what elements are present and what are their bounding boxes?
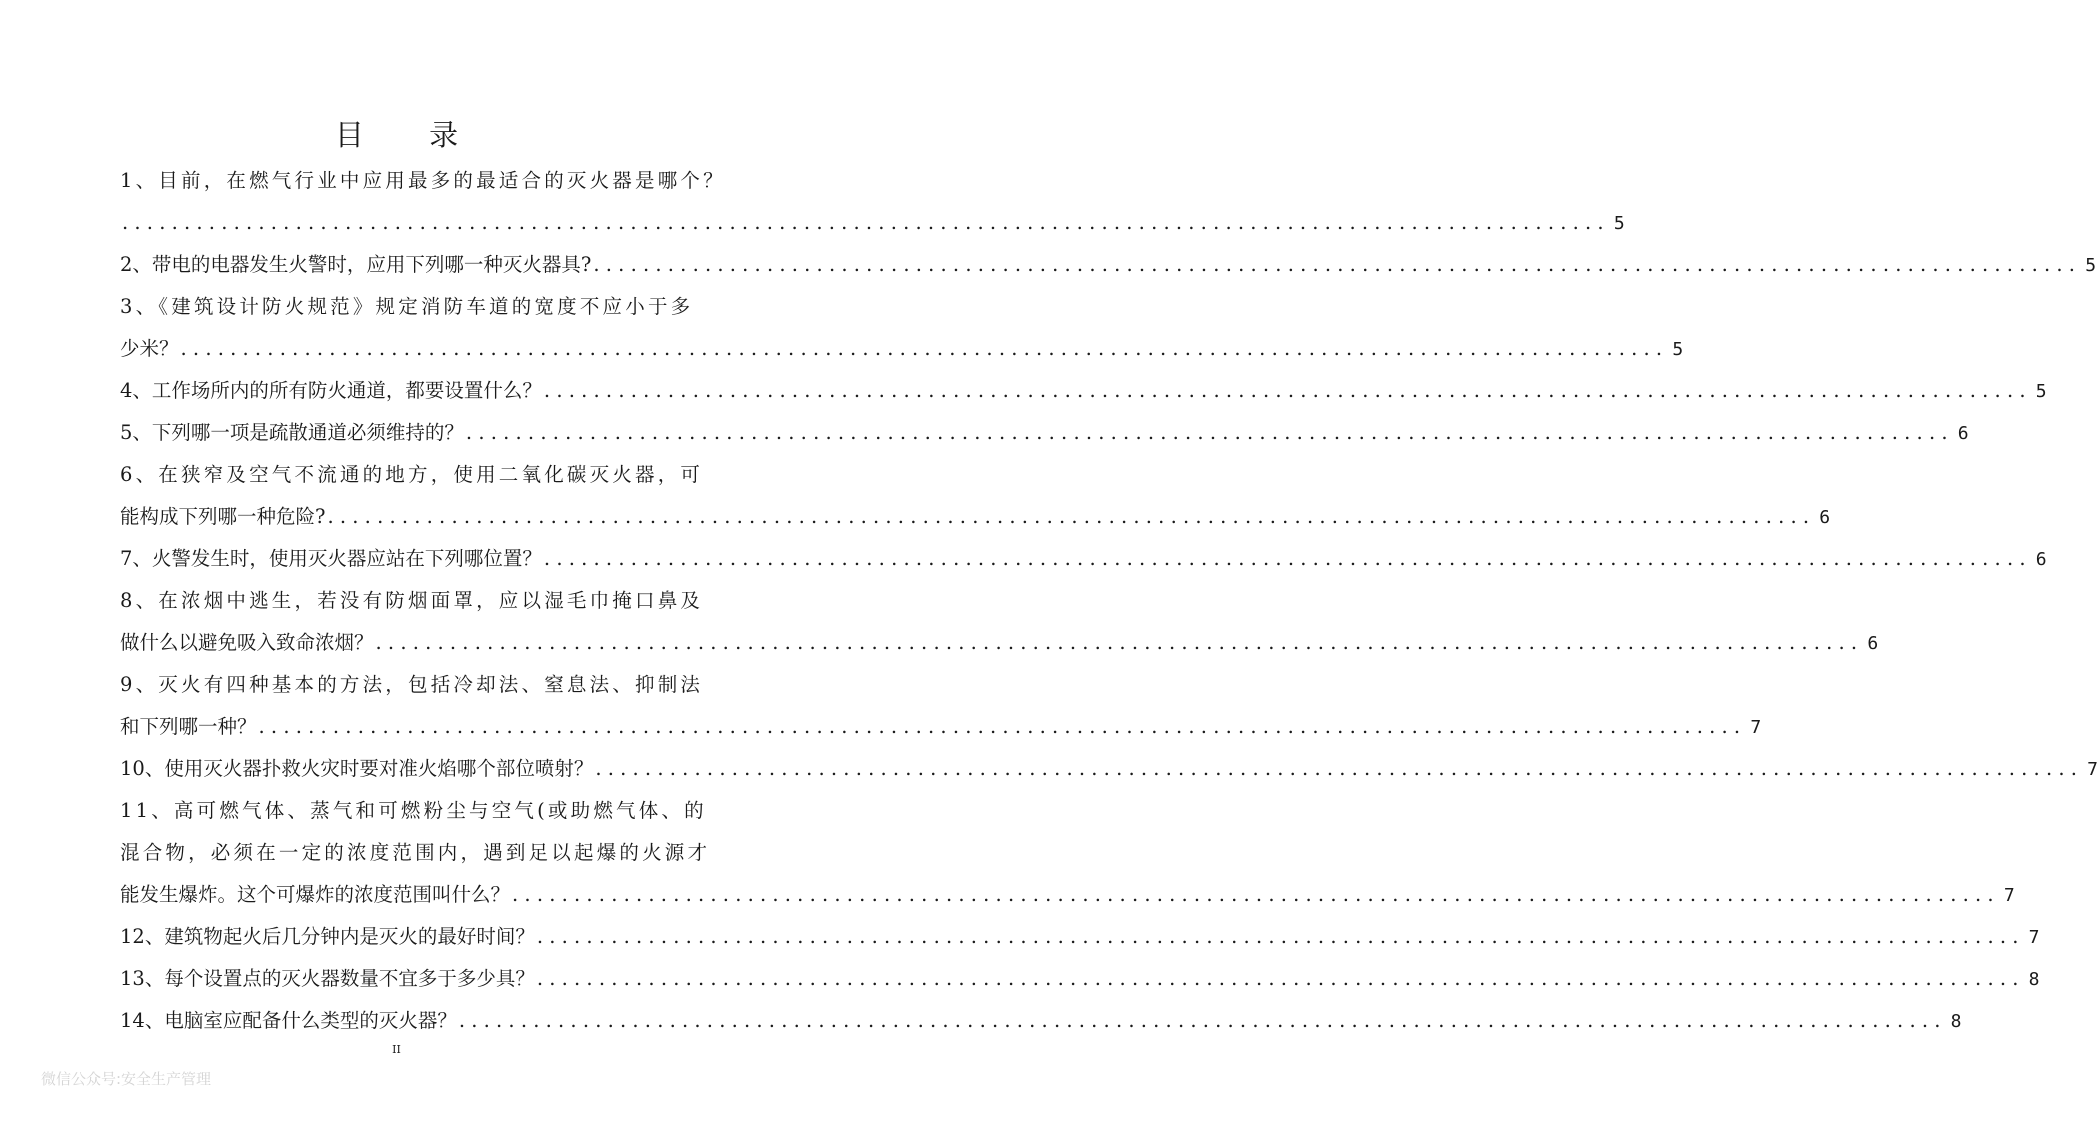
toc-entry-text: 14、电脑室应配备什么类型的灭火器？ (120, 1009, 457, 1032)
toc-entry-text: 能构成下列哪一种危险? (120, 505, 326, 528)
dot-leader: ........................................................................................................................ (595, 757, 2084, 780)
toc-entry-text-line (120, 664, 704, 706)
toc-entry-text: 做什么以避免吸入致命浓烟？ (120, 631, 374, 654)
toc-entry-text: 1、目前，在燃气行业中应用最多的最适合的灭火器是哪个？ (120, 169, 726, 192)
toc-entry[interactable] (120, 538, 2047, 580)
toc-entry-text: 和下列哪一种？ (120, 715, 257, 738)
toc-entry-leader-line (120, 538, 2047, 580)
toc-entry-text: 能发生爆炸。这个可爆炸的浓度范围叫什么？ (120, 883, 511, 906)
dot-leader: ........................................................................................................................ (536, 925, 2025, 948)
toc-entry-text: 11、高可燃气体、蒸气和可燃粉尘与空气(或助燃气体、的 (120, 799, 707, 822)
toc-entry-text: 混合物，必须在一定的浓度范围内，遇到足以起爆的火源才 (120, 841, 711, 864)
dot-leader: ........................................................................................................................ (458, 1009, 1947, 1032)
dot-leader: ........................................................................................................................ (375, 631, 1864, 654)
toc-entry[interactable] (120, 580, 1879, 664)
toc-entry-leader-line (120, 706, 1762, 748)
toc-entry[interactable] (120, 160, 1625, 244)
toc-entry-text-line (120, 580, 704, 622)
toc-entry-leader-line (120, 370, 2047, 412)
toc-page-number: 7 (2087, 759, 2098, 780)
toc-page-number: 6 (1819, 507, 1831, 528)
dot-leader: ........................................................................................................................ (465, 421, 1954, 444)
toc-entry-leader-line (120, 874, 2015, 916)
toc-entry-text: 12、建筑物起火后几分钟内是灭火的最好时间？ (120, 925, 535, 948)
toc-entry-text: 5、下列哪一项是疏散通道必须维持的？ (120, 421, 464, 444)
toc-page-number: 7 (2028, 927, 2040, 948)
toc-entry-leader-line (120, 328, 1684, 370)
toc-page-number: 5 (1672, 339, 1684, 360)
dot-leader: ........................................................................................................................ (593, 253, 2082, 276)
toc-entry-leader-line (120, 1000, 1962, 1042)
toc-page-number: 7 (2003, 885, 2015, 906)
toc-entry-text: 9、灭火有四种基本的方法，包括冷却法、窒息法、抑制法 (120, 673, 704, 696)
toc-entry-text-line (120, 790, 707, 832)
toc-entry-text: 4、工作场所内的所有防火通道，都要设置什么？ (120, 379, 542, 402)
toc-entry-text: 6、在狭窄及空气不流通的地方，使用二氧化碳灭火器，可 (120, 463, 704, 486)
toc-entry-text: 少米？ (120, 337, 179, 360)
toc-title: 目 录 (334, 118, 487, 153)
toc-entry-leader-line (120, 202, 1625, 244)
toc-entry-leader-line (120, 496, 1831, 538)
toc-entry[interactable] (120, 664, 1762, 748)
toc-entry[interactable] (120, 916, 2040, 958)
dot-leader: ........................................................................................................................ (536, 967, 2025, 990)
toc-entry[interactable] (120, 1000, 1962, 1042)
toc-page-number: 6 (2035, 549, 2047, 570)
dot-leader: ........................................................................................................................ (543, 379, 2032, 402)
toc-entry[interactable] (120, 790, 2015, 916)
toc-entry-leader-line (120, 622, 1879, 664)
toc-entry[interactable] (120, 370, 2047, 412)
toc-entry[interactable] (120, 958, 2040, 1000)
page-number: II (392, 1043, 401, 1056)
dot-leader: ........................................................................................................................ (122, 211, 1610, 234)
toc-entry-text: 8、在浓烟中逃生，若没有防烟面罩，应以湿毛巾掩口鼻及 (120, 589, 704, 612)
toc-entry-leader-line (120, 916, 2040, 958)
toc-entry-text: 10、使用灭火器扑救火灾时要对准火焰哪个部位喷射？ (120, 757, 594, 780)
toc-entry[interactable] (120, 454, 1831, 538)
toc-entry-text: 7、火警发生时，使用灭火器应站在下列哪位置？ (120, 547, 542, 570)
toc-page-number: 5 (2035, 381, 2047, 402)
toc-entry-leader-line (120, 244, 2097, 286)
toc-entry-text-line (120, 286, 694, 328)
dot-leader: ........................................................................................................................ (180, 337, 1669, 360)
toc-entry-text: 2、带电的电器发生火警时，应用下列哪一种灭火器具? (120, 253, 592, 276)
toc-entry-text: 13、每个设置点的灭火器数量不宜多于多少具？ (120, 967, 535, 990)
toc-page-number: 5 (2085, 255, 2097, 276)
dot-leader: ........................................................................................................................ (512, 883, 2000, 906)
toc-entry-text-line (120, 160, 726, 202)
toc-page-number: 6 (1867, 633, 1879, 654)
toc-entry-text-line (120, 832, 711, 874)
toc-entry-text-line (120, 454, 704, 496)
toc-entry-leader-line (120, 748, 2098, 790)
toc-list (120, 160, 2098, 1042)
toc-page-number: 6 (1957, 423, 1969, 444)
watermark: 微信公众号:安全生产管理 (41, 1070, 212, 1088)
toc-page-number: 8 (1950, 1011, 1962, 1032)
dot-leader: ........................................................................................................................ (543, 547, 2032, 570)
dot-leader: ........................................................................................................................ (258, 715, 1747, 738)
toc-entry[interactable] (120, 748, 2098, 790)
toc-page-number: 8 (2028, 969, 2040, 990)
toc-page-number: 7 (1750, 717, 1762, 738)
toc-entry[interactable] (120, 244, 2097, 286)
toc-entry[interactable] (120, 286, 1684, 370)
toc-entry[interactable] (120, 412, 1969, 454)
toc-entry-leader-line (120, 412, 1969, 454)
toc-page-number: 5 (1613, 213, 1625, 234)
toc-entry-leader-line (120, 958, 2040, 1000)
toc-entry-text: 3、《建筑设计防火规范》规定消防车道的宽度不应小于多 (120, 295, 694, 318)
dot-leader: ........................................................................................................................ (327, 505, 1816, 528)
